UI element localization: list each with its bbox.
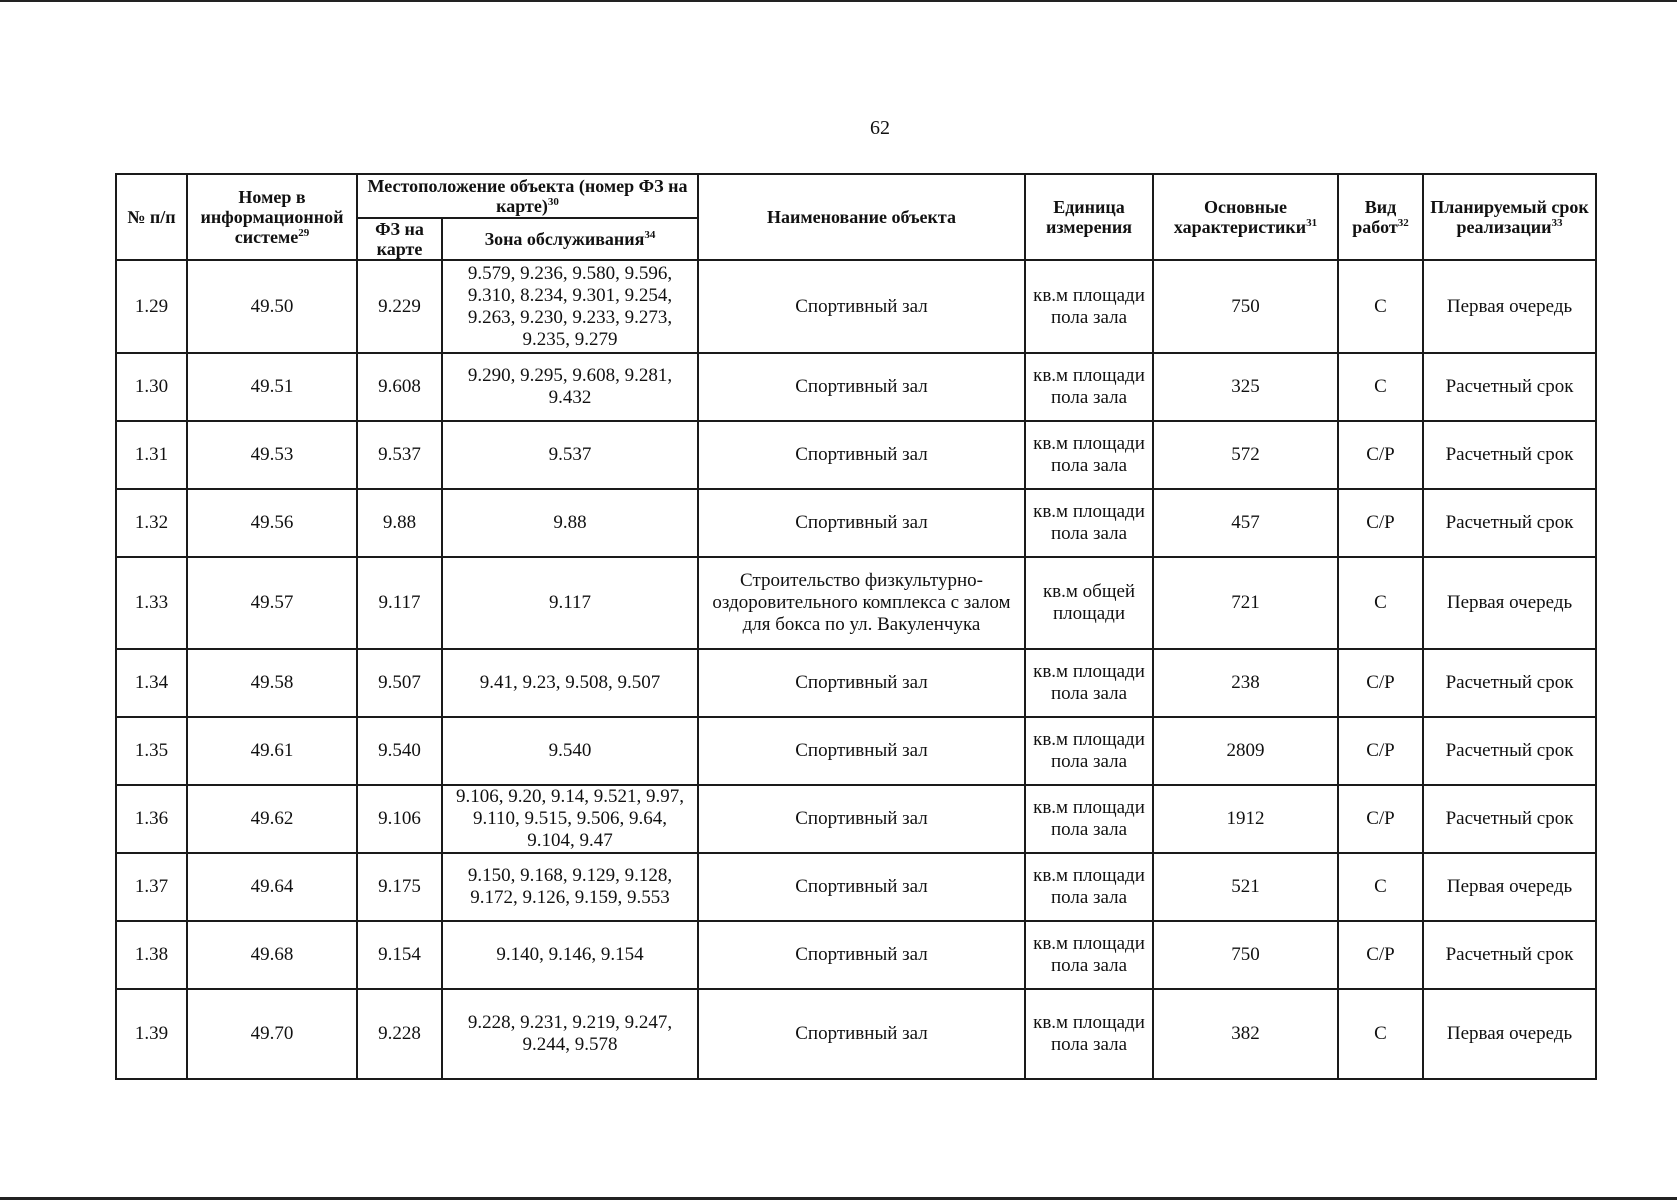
cell-work: С/Р bbox=[1338, 421, 1423, 489]
cell-chars: 457 bbox=[1153, 489, 1338, 557]
cell-zone: 9.41, 9.23, 9.508, 9.507 bbox=[442, 649, 698, 717]
cell-info: 49.68 bbox=[187, 921, 357, 989]
cell-zone: 9.540 bbox=[442, 717, 698, 785]
table-body bbox=[116, 260, 1596, 1079]
header-location bbox=[357, 174, 698, 218]
cell-unit: кв.м площади пола зала bbox=[1025, 421, 1153, 489]
cell-name: Спортивный зал bbox=[698, 853, 1025, 921]
table-row bbox=[116, 489, 1596, 557]
cell-work: С bbox=[1338, 557, 1423, 649]
table-row bbox=[116, 717, 1596, 785]
cell-term: Расчетный срок bbox=[1423, 921, 1596, 989]
header-zone-label: Зона обслуживания bbox=[484, 229, 645, 249]
cell-unit: кв.м площади пола зала bbox=[1025, 489, 1153, 557]
table-row bbox=[116, 557, 1596, 649]
cell-info: 49.70 bbox=[187, 989, 357, 1079]
cell-unit: кв.м площади пола зала bbox=[1025, 353, 1153, 421]
cell-fz: 9.117 bbox=[357, 557, 442, 649]
cell-name: Спортивный зал bbox=[698, 989, 1025, 1079]
cell-num: 1.33 bbox=[116, 557, 187, 649]
header-num: № п/п bbox=[116, 174, 187, 260]
header-term bbox=[1423, 174, 1596, 260]
cell-term: Расчетный срок bbox=[1423, 649, 1596, 717]
objects-table bbox=[115, 173, 1597, 1080]
cell-fz: 9.537 bbox=[357, 421, 442, 489]
cell-chars: 721 bbox=[1153, 557, 1338, 649]
cell-chars: 2809 bbox=[1153, 717, 1338, 785]
cell-chars: 750 bbox=[1153, 921, 1338, 989]
cell-name: Спортивный зал bbox=[698, 785, 1025, 853]
cell-work: С/Р bbox=[1338, 649, 1423, 717]
cell-work: С bbox=[1338, 353, 1423, 421]
header-unit: Единица измерения bbox=[1025, 174, 1153, 260]
cell-info: 49.50 bbox=[187, 260, 357, 353]
cell-zone: 9.117 bbox=[442, 557, 698, 649]
cell-unit: кв.м площади пола зала bbox=[1025, 260, 1153, 353]
cell-num: 1.38 bbox=[116, 921, 187, 989]
cell-chars: 521 bbox=[1153, 853, 1338, 921]
cell-fz: 9.175 bbox=[357, 853, 442, 921]
cell-name: Спортивный зал bbox=[698, 421, 1025, 489]
cell-zone: 9.537 bbox=[442, 421, 698, 489]
cell-zone: 9.290, 9.295, 9.608, 9.281, 9.432 bbox=[442, 353, 698, 421]
footnote-34: 34 bbox=[644, 229, 656, 241]
cell-unit: кв.м площади пола зала bbox=[1025, 649, 1153, 717]
cell-unit: кв.м площади пола зала bbox=[1025, 717, 1153, 785]
cell-num: 1.30 bbox=[116, 353, 187, 421]
cell-zone: 9.579, 9.236, 9.580, 9.596, 9.310, 8.234, 9.301, 9.254, 9.263, 9.230, 9.233, 9.273, 9.235, 9.279 bbox=[442, 260, 698, 353]
table-row bbox=[116, 353, 1596, 421]
header-fz: ФЗ на карте bbox=[357, 218, 442, 260]
cell-num: 1.31 bbox=[116, 421, 187, 489]
cell-term: Первая очередь bbox=[1423, 557, 1596, 649]
cell-info: 49.56 bbox=[187, 489, 357, 557]
cell-fz: 9.88 bbox=[357, 489, 442, 557]
cell-term: Первая очередь bbox=[1423, 260, 1596, 353]
cell-fz: 9.540 bbox=[357, 717, 442, 785]
cell-chars: 1912 bbox=[1153, 785, 1338, 853]
header-row-1 bbox=[116, 174, 1596, 218]
cell-zone: 9.150, 9.168, 9.129, 9.128, 9.172, 9.126, 9.159, 9.553 bbox=[442, 853, 698, 921]
cell-chars: 325 bbox=[1153, 353, 1338, 421]
cell-work: С bbox=[1338, 260, 1423, 353]
cell-info: 49.62 bbox=[187, 785, 357, 853]
header-work-type bbox=[1338, 174, 1423, 260]
cell-chars: 572 bbox=[1153, 421, 1338, 489]
cell-num: 1.39 bbox=[116, 989, 187, 1079]
cell-term: Расчетный срок bbox=[1423, 717, 1596, 785]
cell-zone: 9.106, 9.20, 9.14, 9.521, 9.97, 9.110, 9.515, 9.506, 9.64, 9.104, 9.47 bbox=[442, 785, 698, 853]
footnote-29: 29 bbox=[298, 227, 310, 239]
cell-info: 49.61 bbox=[187, 717, 357, 785]
header-info-system-label: Номер в информационной системе bbox=[200, 187, 344, 247]
cell-num: 1.37 bbox=[116, 853, 187, 921]
cell-zone: 9.88 bbox=[442, 489, 698, 557]
footnote-31: 31 bbox=[1306, 217, 1318, 229]
cell-name: Спортивный зал bbox=[698, 260, 1025, 353]
cell-name: Спортивный зал bbox=[698, 921, 1025, 989]
cell-unit: кв.м площади пола зала bbox=[1025, 921, 1153, 989]
cell-zone: 9.140, 9.146, 9.154 bbox=[442, 921, 698, 989]
cell-info: 49.51 bbox=[187, 353, 357, 421]
cell-chars: 382 bbox=[1153, 989, 1338, 1079]
table-row bbox=[116, 921, 1596, 989]
cell-name: Спортивный зал bbox=[698, 489, 1025, 557]
header-zone bbox=[442, 218, 698, 260]
cell-term: Расчетный срок bbox=[1423, 785, 1596, 853]
table-row bbox=[116, 785, 1596, 853]
cell-info: 49.53 bbox=[187, 421, 357, 489]
page-number: 62 bbox=[870, 117, 890, 139]
cell-fz: 9.229 bbox=[357, 260, 442, 353]
table-row bbox=[116, 989, 1596, 1079]
cell-unit: кв.м площади пола зала bbox=[1025, 853, 1153, 921]
cell-num: 1.29 bbox=[116, 260, 187, 353]
cell-info: 49.57 bbox=[187, 557, 357, 649]
cell-name: Спортивный зал bbox=[698, 353, 1025, 421]
cell-fz: 9.228 bbox=[357, 989, 442, 1079]
table-row bbox=[116, 649, 1596, 717]
cell-num: 1.32 bbox=[116, 489, 187, 557]
cell-term: Расчетный срок bbox=[1423, 353, 1596, 421]
cell-unit: кв.м площади пола зала bbox=[1025, 989, 1153, 1079]
cell-num: 1.36 bbox=[116, 785, 187, 853]
cell-unit: кв.м площади пола зала bbox=[1025, 785, 1153, 853]
cell-fz: 9.154 bbox=[357, 921, 442, 989]
cell-work: С/Р bbox=[1338, 489, 1423, 557]
page-top-border bbox=[0, 0, 1677, 2]
table-header bbox=[116, 174, 1596, 260]
cell-work: С/Р bbox=[1338, 921, 1423, 989]
cell-term: Расчетный срок bbox=[1423, 489, 1596, 557]
cell-info: 49.58 bbox=[187, 649, 357, 717]
footnote-30: 30 bbox=[547, 196, 559, 208]
header-object-name: Наименование объекта bbox=[698, 174, 1025, 260]
cell-work: С/Р bbox=[1338, 717, 1423, 785]
cell-name: Спортивный зал bbox=[698, 717, 1025, 785]
footnote-33: 33 bbox=[1551, 217, 1563, 229]
cell-fz: 9.106 bbox=[357, 785, 442, 853]
cell-name: Строительство физкультурно-оздоровительного комплекса с залом для бокса по ул. Вакуленчука bbox=[698, 557, 1025, 649]
cell-work: С/Р bbox=[1338, 785, 1423, 853]
header-characteristics bbox=[1153, 174, 1338, 260]
header-term-label: Планируемый срок реализации bbox=[1430, 197, 1589, 237]
cell-term: Первая очередь bbox=[1423, 989, 1596, 1079]
header-info-system bbox=[187, 174, 357, 260]
table-row bbox=[116, 853, 1596, 921]
cell-work: С bbox=[1338, 853, 1423, 921]
cell-num: 1.34 bbox=[116, 649, 187, 717]
cell-fz: 9.507 bbox=[357, 649, 442, 717]
cell-unit: кв.м общей площади bbox=[1025, 557, 1153, 649]
header-characteristics-label: Основные характеристики bbox=[1173, 197, 1307, 237]
cell-info: 49.64 bbox=[187, 853, 357, 921]
cell-chars: 238 bbox=[1153, 649, 1338, 717]
cell-zone: 9.228, 9.231, 9.219, 9.247, 9.244, 9.578 bbox=[442, 989, 698, 1079]
cell-name: Спортивный зал bbox=[698, 649, 1025, 717]
header-location-label: Местоположение объекта (номер ФЗ на карте) bbox=[367, 176, 688, 216]
cell-term: Первая очередь bbox=[1423, 853, 1596, 921]
table-row bbox=[116, 260, 1596, 353]
header-work-type-label: Вид работ bbox=[1352, 197, 1398, 237]
cell-num: 1.35 bbox=[116, 717, 187, 785]
cell-fz: 9.608 bbox=[357, 353, 442, 421]
footnote-32: 32 bbox=[1397, 217, 1409, 229]
table-row bbox=[116, 421, 1596, 489]
cell-chars: 750 bbox=[1153, 260, 1338, 353]
cell-term: Расчетный срок bbox=[1423, 421, 1596, 489]
cell-work: С bbox=[1338, 989, 1423, 1079]
